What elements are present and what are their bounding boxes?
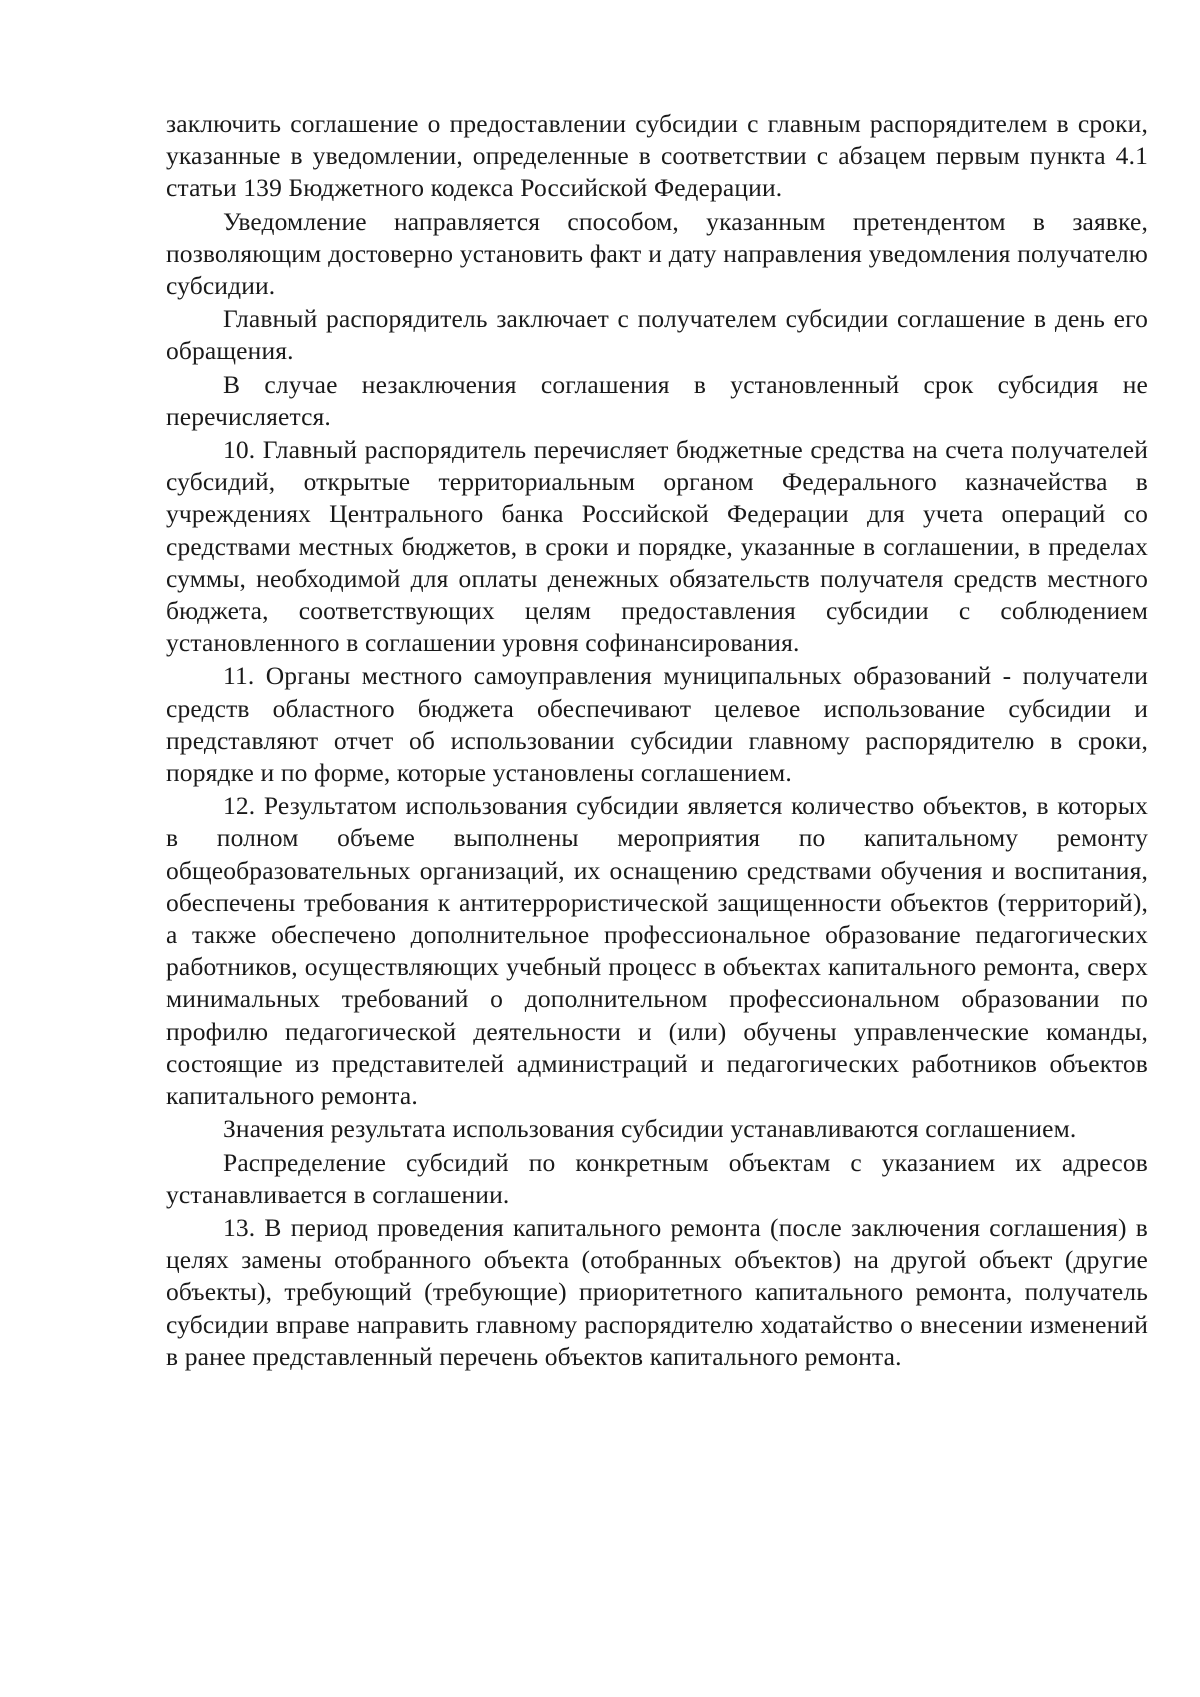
paragraph-item-13: 13. В период проведения капитального ремонта (после заключения соглашения) в целях замены отобранного объекта (отобранных объектов) на другой объект (другие объекты), требующий (требующие) приоритетного капитального ремонта, получатель субсидии вправе направить главному распорядителю ходатайство о внесении изменений в ранее представленный перечень объектов капитального ремонта. [166, 1212, 1148, 1371]
document-body [166, 108, 1148, 1374]
paragraph-agreement-conclusion: Главный распорядитель заключает с получателем субсидии соглашение в день его обращения. [166, 304, 1148, 366]
paragraph-item-11: 11. Органы местного самоуправления муниципальных образований - получатели средств областного бюджета обеспечивают целевое использование субсидии и представляют отчет об использовании субсидии главному распорядителю в сроки, порядке и по форме, которые установлены соглашением. [166, 661, 1148, 788]
paragraph-item-12: 12. Результатом использования субсидии является количество объектов, в которых в полном объеме выполнены мероприятия по капитальному ремонту общеобразовательных организаций, их оснащению средствами обучения и воспитания, обеспечены требования к антитеррористической защищенности объектов (территорий), а также обеспечено дополнительное профессиональное образование педагогических работников, осуществляющих учебный процесс в объектах капитального ремонта, сверх минимальных требований о дополнительном профессиональном образовании по профилю педагогической деятельности и (или) обучены управленческие команды, состоящие из представителей администраций и педагогических работников объектов капитального ремонта. [166, 791, 1148, 1111]
paragraph-distribution: Распределение субсидий по конкретным объектам с указанием их адресов устанавливается в соглашении. [166, 1147, 1148, 1209]
paragraph-non-conclusion: В случае незаключения соглашения в установленный срок субсидия не перечисляется. [166, 369, 1148, 431]
paragraph-result-values: Значения результата использования субсидии устанавливаются соглашением. [223, 1114, 1077, 1144]
paragraph-continuation: заключить соглашение о предоставлении субсидии с главным распорядителем в сроки, указанные в уведомлении, определенные в соответствии с абзацем первым пункта 4.1 статьи 139 Бюджетного кодекса Российской Федерации. [166, 109, 1148, 203]
paragraph-item-10: 10. Главный распорядитель перечисляет бюджетные средства на счета получателей субсидий, открытые территориальным органом Федерального казначейства в учреждениях Центрального банка Российской Федерации для учета операций со средствами местных бюджетов, в сроки и порядке, указанные в соглашении, в пределах суммы, необходимой для оплаты денежных обязательств получателя средств местного бюджета, соответствующих целям предоставления субсидии с соблюдением установленного в соглашении уровня софинансирования. [166, 435, 1148, 658]
paragraph-notification-method: Уведомление направляется способом, указанным претендентом в заявке, позволяющим достоверно установить факт и дату направления уведомления получателю субсидии. [166, 206, 1148, 301]
